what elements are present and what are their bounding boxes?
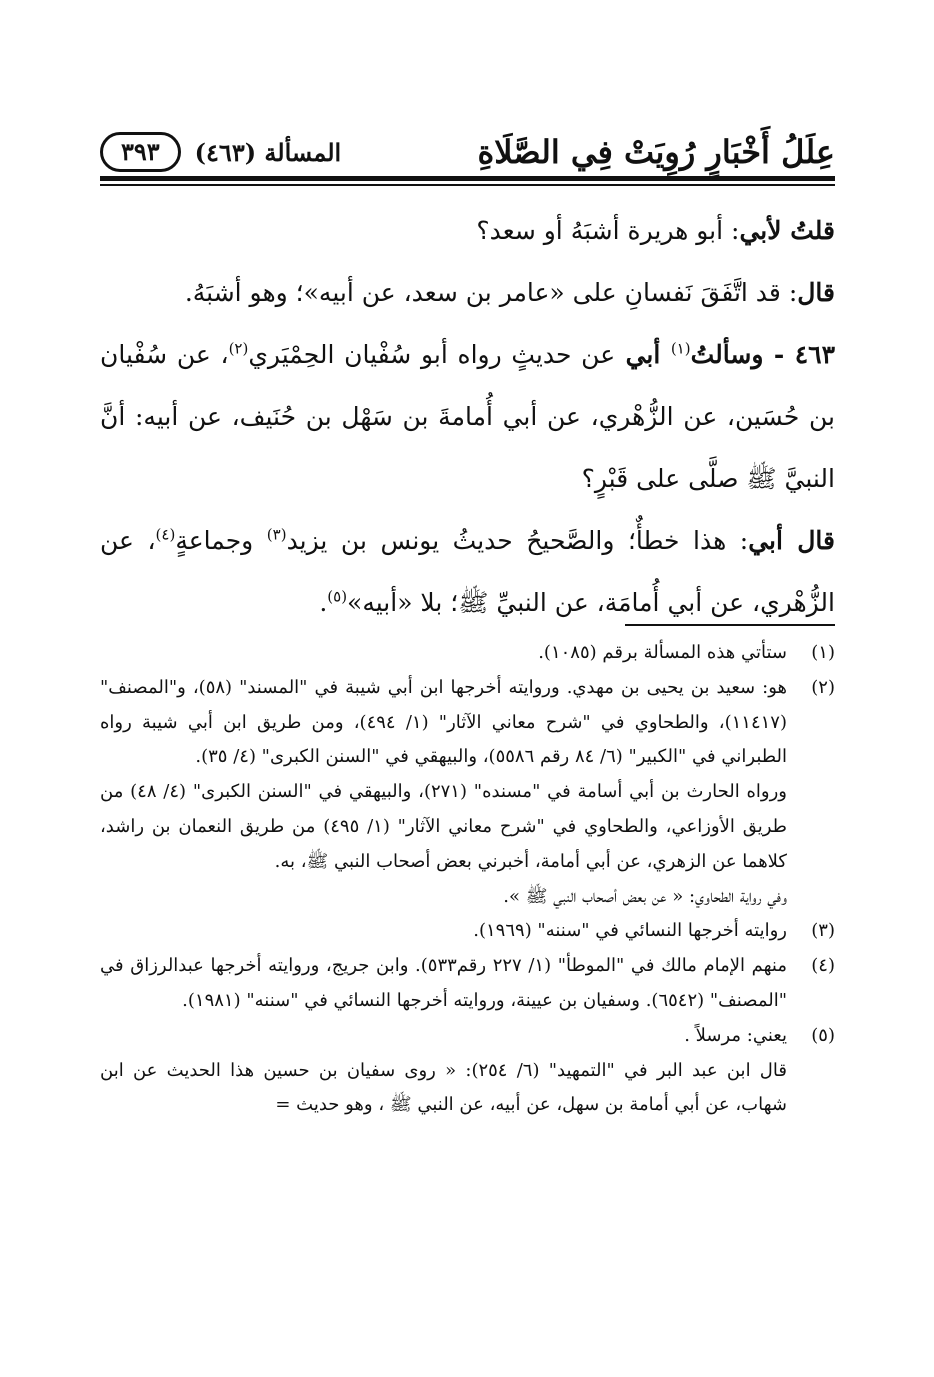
masala-label: المسألة (٤٦٣)	[194, 137, 342, 167]
p4-text-2: وجماعةٍ	[175, 526, 267, 555]
footnote-text: ستأتي هذه المسألة برقم (١٠٨٥).	[538, 642, 787, 663]
paragraph-4	[100, 510, 835, 634]
footnote-number: (٢)	[811, 676, 835, 698]
question-number: ٤٦٣ - وسألتُ	[690, 340, 836, 369]
footnote-text: هو: سعيد بن يحيى بن مهدي. وروايته أخرجها ابن أبي شيبة في "المسند" (٥٨)، و"المصنف" (١١٤١٧)، والطحاوي في "شرح معاني الآثار" (١/ ٤٩٤)، ومن طريق ابن أبي شيبة رواه الطبراني في "الكبير" (٦/ ٨٤ رقم ٥٥٨٦)، والبيهقي في "السنن الكبرى" (٤/ ٣٥).	[100, 676, 788, 768]
page-number-badge: ٣٩٣	[100, 132, 181, 172]
footnote-4	[100, 949, 835, 1019]
footnote-1	[100, 636, 835, 671]
footnote-separator	[625, 624, 835, 626]
footnote-3	[100, 914, 835, 949]
running-header	[100, 130, 835, 174]
paragraph-2	[100, 262, 835, 324]
footnote-5-continuation: قال ابن عبد البر في "التمهيد" (٦/ ٢٥٤): « روى سفيان بن حسين هذا الحديث عن ابن شهاب، عن أبي أمامة بن سهل، عن أبيه، عن النبي ﷺ ، وهو حديث =	[100, 1059, 787, 1116]
footnote-number: (٤)	[811, 955, 835, 977]
paragraph-1	[100, 200, 835, 262]
footnote-number: (٣)	[811, 920, 835, 942]
footnote-2-continuation-b: وفي رواية الطحاوي: « عن بعض أصحاب النبي ﷺ ».	[503, 885, 787, 907]
footnote-2-continuation-a: ورواه الحارث بن أبي أسامة في "مسنده" (٢٧١)، والبيهقي في "السنن الكبرى" (٤/ ٤٨) من طريق الأوزاعي، والطحاوي في "شرح معاني الآثار" (١/ ٤٩٥) من طريق النعمان بن راشد، كلاهما عن الزهري، عن أبي أمامة، أخبرني بعض أصحاب النبي ﷺ، به.	[100, 781, 787, 872]
footnote-number: (٥)	[811, 1024, 835, 1046]
book-title: عِلَلُ أَخْبَارٍ رُوِيَتْ فِي الصَّلَاةِ	[477, 133, 835, 171]
p1-lead: قلتُ لأبي	[739, 216, 835, 245]
p4-lead: قال أبي	[748, 526, 835, 555]
p3-text-2: ، عن سُفْيان بن حُسَين، عن الزُّهْري، عن أبي أُمامةَ بن سَهْل بن حُنَيف، عن أبيه: أنَّ النبيَّ ﷺ صلَّى على قَبْرٍ؟	[100, 340, 835, 493]
p1-text: : أبو هريرة أشبَهُ أو سعد؟	[476, 216, 740, 245]
footnote-text: روايته أخرجها النسائي في "سننه" (١٩٦٩).	[473, 920, 787, 942]
footnote-number: (١)	[811, 642, 835, 663]
p3-text-1: عن حديثٍ رواه أبو سُفْيان الحِمْيَري	[248, 340, 616, 369]
p2-text: : قد اتَّفَقَ نَفسانِ على «عامر بن سعد، عن أبيه»؛ وهو أشبَهُ.	[184, 278, 798, 307]
footnote-text: يعني: مرسلاً .	[684, 1024, 787, 1046]
p3-bold: أبي	[615, 340, 671, 369]
footnote-ref-2: (٢)	[228, 339, 249, 358]
main-text	[100, 200, 835, 634]
footnotes	[100, 636, 835, 1123]
footnote-ref-1: (١)	[670, 339, 691, 358]
paragraph-3	[100, 324, 835, 510]
footnote-2	[100, 671, 835, 775]
p4-end: .	[319, 588, 328, 617]
footnote-5	[100, 1019, 835, 1054]
p2-lead: قال	[797, 278, 835, 307]
p4-text-1: : هذا خطأٌ؛ والصَّحيحُ حديثُ يونس بن يزيد	[286, 526, 749, 555]
header-meta	[100, 132, 341, 172]
p4-text-3: ، عن الزُّهْري، عن أبي أُمامَة، عن النبيِّ ﷺ؛ بلا «أبيه»	[100, 526, 835, 617]
footnote-ref-5: (٥)	[327, 587, 348, 606]
footnote-text: منهم الإمام مالك في "الموطأ" (١/ ٢٢٧ رقم٥٣٣). وابن جريج، وروايته أخرجها عبدالرزاق في "المصنف" (٦٥٤٢). وسفيان بن عيينة، وروايته أخرجها النسائي في "سننه" (١٩٨١).	[100, 955, 788, 1011]
header-rule-thin	[100, 184, 835, 186]
footnote-ref-3: (٣)	[266, 525, 287, 544]
footnote-ref-4: (٤)	[155, 525, 176, 544]
header-rule-thick	[100, 176, 835, 181]
